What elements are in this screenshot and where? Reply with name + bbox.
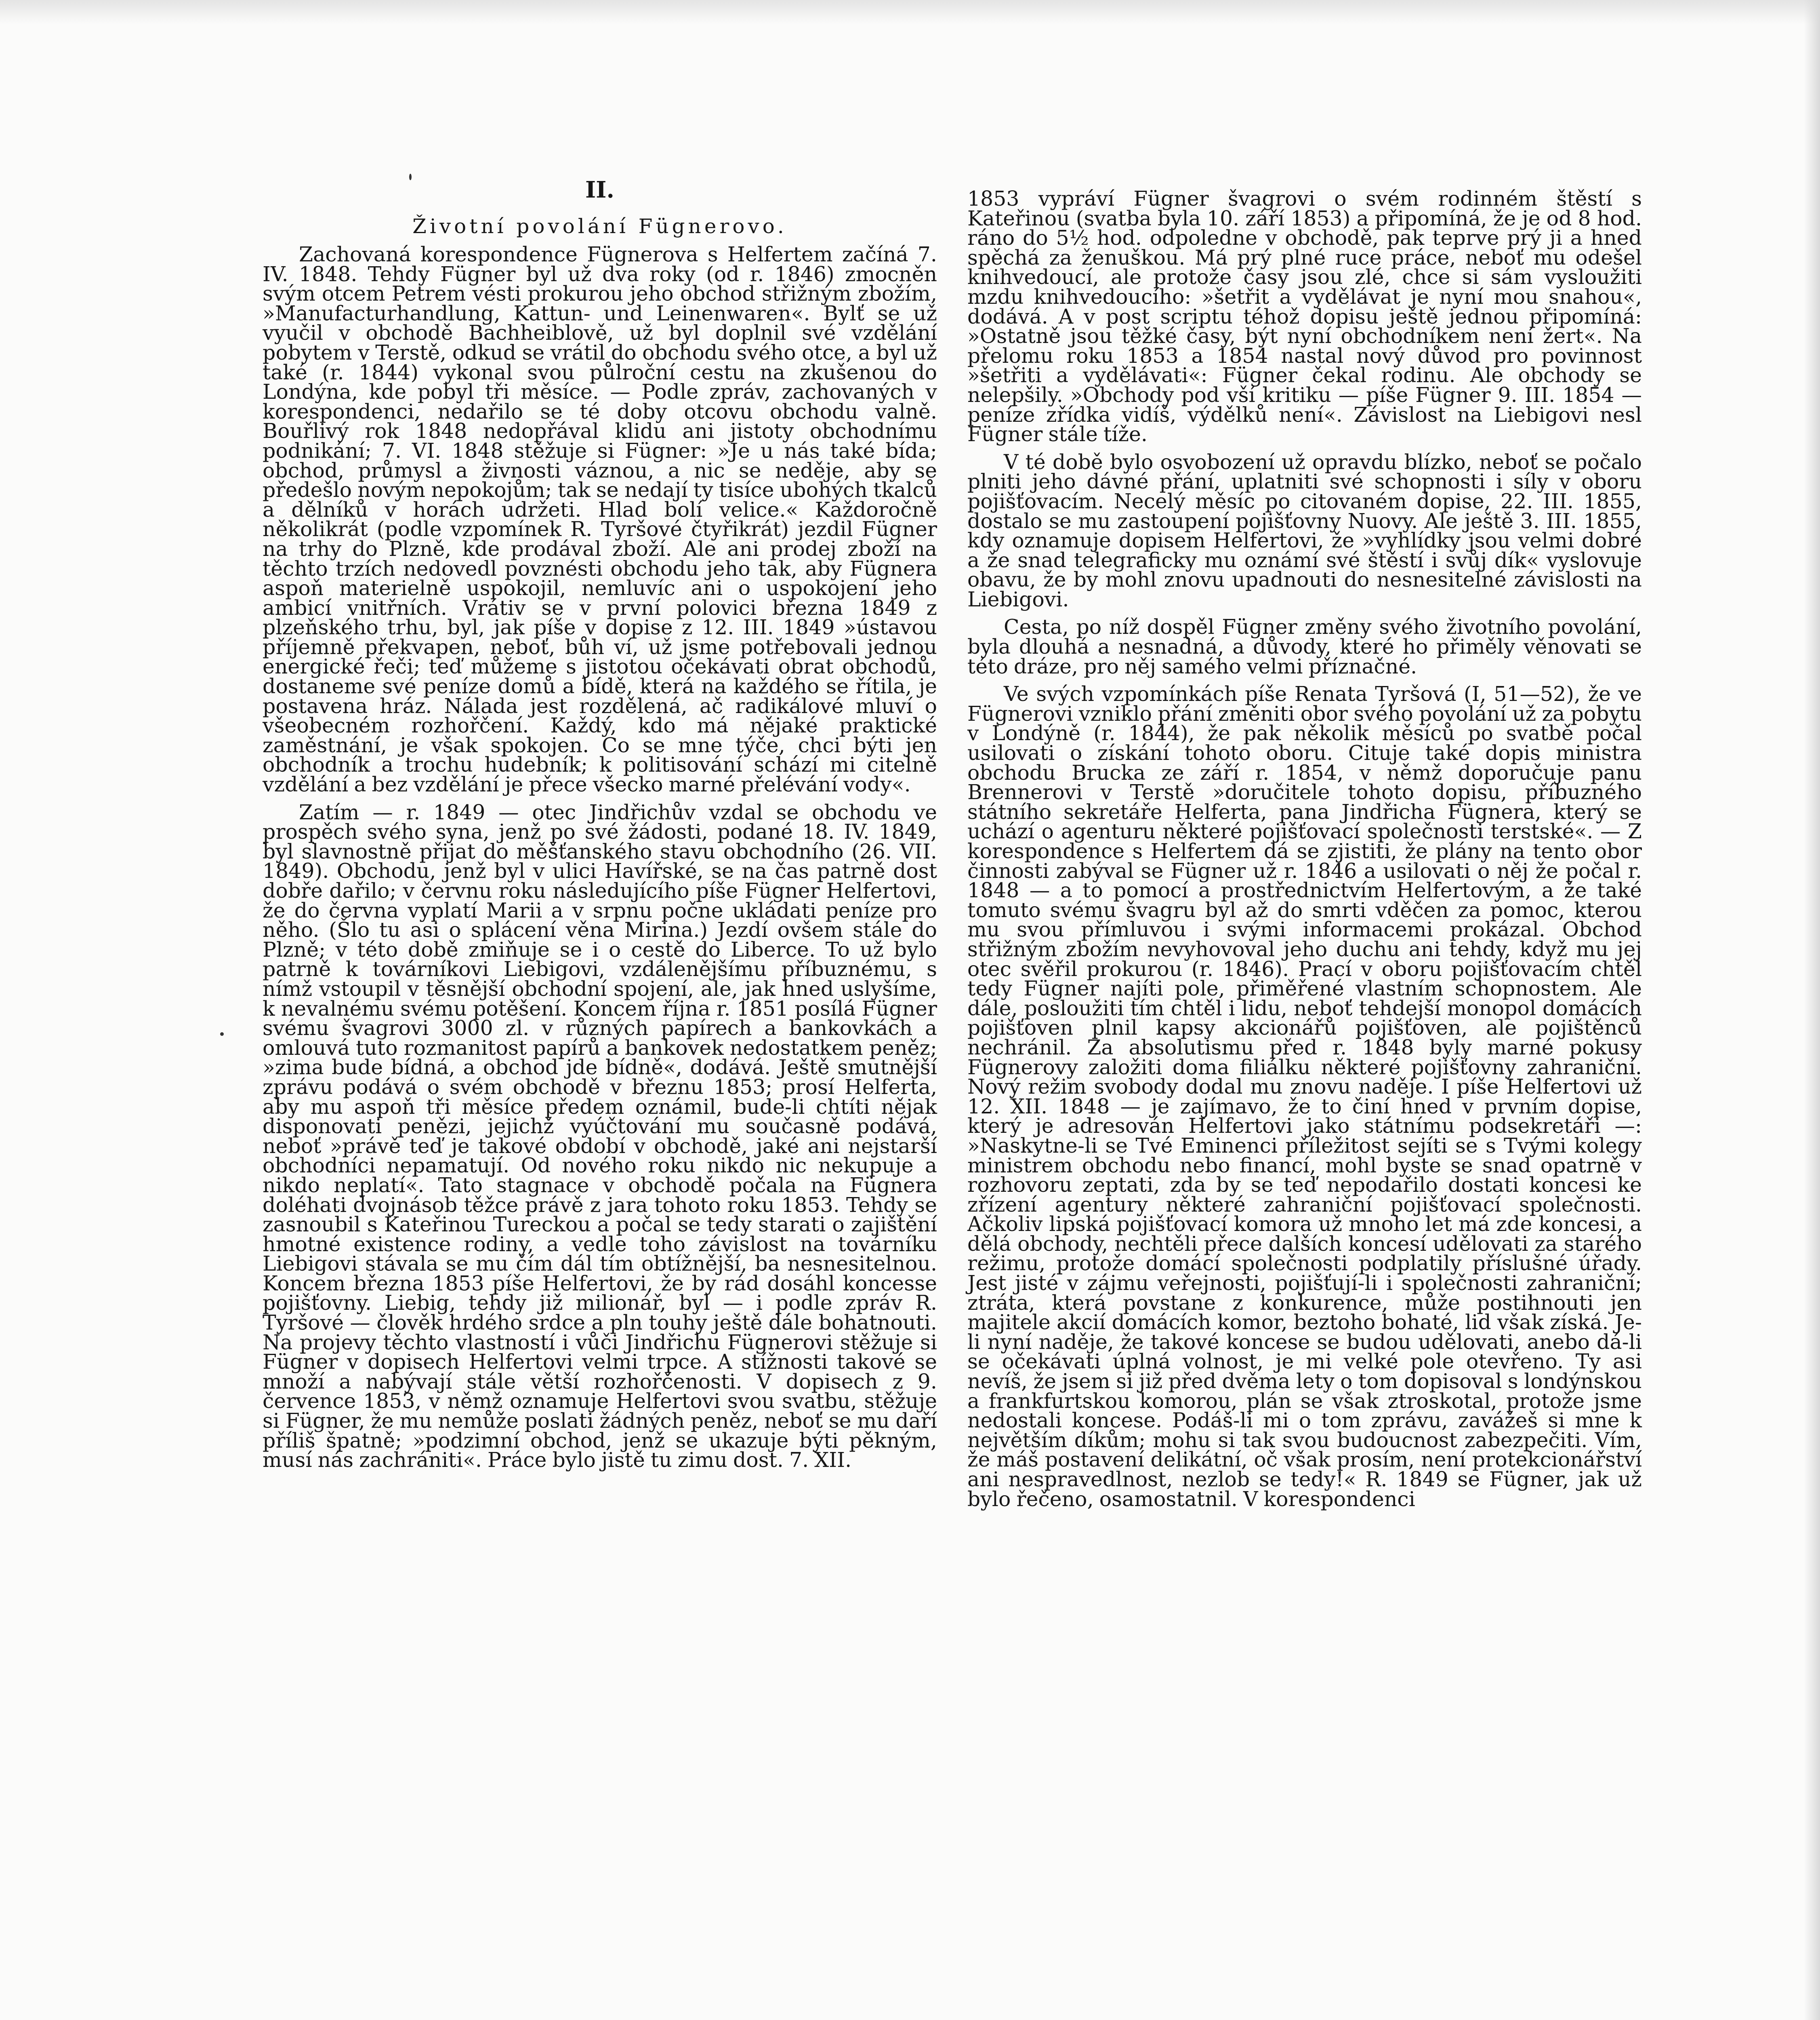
paragraph: Cesta, po níž dospěl Fügner změny svého životního povolání, byla dlouhá a nesnadná, a důvody, které ho přiměly věnovati se této dráze, pro něj samého velmi příznačné. [967,615,1642,678]
left-column [263,178,937,1470]
chapter-title: Životní povolání Fügnerovo. [412,215,787,238]
paragraph: Zatím — r. 1849 — otec Jindřichův vzdal se obchodu ve prospěch svého syna, jenž po své žádosti, podané 18. IV. 1849, byl slavnostně přijat do měšťanského stavu obchodního (26. VII. 1849). Obchodu, jenž byl v ulici Havířské, se na čas patrně dost dobře dařilo; v červnu roku následujícího píše Fügner Helfertovi, že do června vyplatí Marii a v srpnu počne ukládati peníze pro něho. (Šlo tu asi o splácení věna Mirina.) Jezdí ovšem stále do Plzně; v této době zmiňuje se i o cestě do Liberce. To už bylo patrně k továrníkovi Liebigovi, vzdálenějšímu příbuznému, s nímž vstoupil v těsnější obchodní spojení, ale, jak hned uslyšíme, k nevalnému svému potěšení. Koncem října r. 1851 posílá Fügner svému švagrovi 3000 zl. v různých papírech a bankovkách a omlouvá tuto rozmanitost papírů a bankovek nedostatkem peněz; »zima bude bídná, a obchod jde bídně«, dodává. Ještě smutnější zprávu podává o svém obchodě v březnu 1853; prosí Helferta, aby mu aspoň tři měsíce předem oznámil, bude-li chtíti nějak disponovati penězi, jejichž vyúčtování mu současně podává, neboť »právě teď je takové období v obchodě, jaké ani nejstarší obchodníci nepamatují. Od nového roku nikdo nic nekupuje a nikdo neplatí«. Tato stagnace v obchodě počala na Fügnera doléhati dvojnásob těžce právě z jara tohoto roku 1853. Tehdy se zasnoubil s Kateřinou Tureckou a počal se tedy starati o zajištění hmotné existence rodiny, a vedle toho závislost na továrníku Liebigovi stávala se mu čím dál tím obtížnější, ba nesnesitelnou. Koncem března 1853 píše Helfertovi, že by rád dosáhl koncesse pojišťovny. Liebig, tehdy již milionář, byl — i podle zpráv R. Tyršové — člověk hrdého srdce a pln touhy ještě dále bohatnouti. Na projevy těchto vlastností i vůči Jindřichu Fügnerovi stěžuje si Fügner v dopisech Helfertovi velmi trpce. A stížnosti takové se množí a nabývají stále větší rozhořčenosti. V dopisech z 9. července 1853, v němž oznamuje Helfertovi svou svatbu, stěžuje si Fügner, že mu nemůže poslati žádných peněz, neboť se mu daří příliš špatně; »podzimní obchod, jenž se ukazuje býti pěkným, musí nás zachrániti«. Práce bylo jistě tu zimu dost. 7. XII. [263,800,937,1472]
paragraph: Ve svých vzpomínkách píše Renata Tyršová (I, 51—52), že ve Fügnerovi vzniklo přání změniti obor svého povolání už za pobytu v Londýně (r. 1844), že pak několik měsíců po svatbě počal usilovati o získání tohoto oboru. Cituje také dopis ministra obchodu Brucka ze září r. 1854, v němž doporučuje panu Brennerovi v Terstě »doručitele tohoto dopisu, příbuzného státního sekretáře Helferta, pana Jindřicha Fügnera, který se uchází o agenturu některé pojišťovací společnosti terstské«. — Z korespondence s Helfertem dá se zjistiti, že plány na tento obor činnosti zabýval se Fügner už r. 1846 a usilovati o něj že počal r. 1848 — a to pomocí a prostřednictvím Helfertovým, a že také tomuto svému švagru byl až do smrti vděčen za pomoc, kterou mu svou přímluvou i svými informacemi prokázal. Obchod střižným zbožím nevyhovoval jeho duchu ani tehdy, když mu jej otec svěřil prokurou (r. 1846). Prací v oboru pojišťovacím chtěl tedy Fügner najíti pole, přiměřené vlastním schopnostem. Ale dále, posloužiti tím chtěl i lidu, neboť tehdejší monopol domácích pojišťoven plnil kapsy akcionářů pojišťoven, ale pojištěnců nechránil. Za absolutismu před r. 1848 byly marné pokusy Fügnerovy založiti doma filiálku některé pojišťovny zahraniční. Nový režim svobody dodal mu znovu naděje. I píše Helfertovi už 12. XII. 1848 — je zajímavo, že to činí hned v prvním dopise, který je adresován Helfertovi jako státnímu podsekretáři —: »Naskytne-li se Tvé Eminenci příležitost sejíti se s Tvými kolegy ministrem obchodu nebo financí, mohl byste se snad opatrně v rozhovoru zeptati, zda by se teď nepodařilo dostati koncesi ke zřízení agentury některé zahraniční pojišťovací společnosti. Ačkoliv lipská pojišťovací komora už mnoho let má zde koncesi, a dělá obchody, nechtěli přece dalších koncesí udělovati za starého režimu, protože domácí společnosti podplatily příslušné úřady. Jest jisté v zájmu veřejnosti, pojišťují-li i společnosti zahraniční; ztráta, která povstane z konkurence, může postihnouti jen majitele akcií domácích komor, beztoho bohaté, lid však získá. Je-li nyní naděje, že takové koncese se budou udělovati, anebo dá-li se očekávati úplná volnost, je mi velké pole otevřeno. Ty asi nevíš, že jsem si již před dvěma lety o tom dopisoval s londýnskou a frankfurtskou komorou, plán se však ztroskotal, protože jsme nedostali koncese. Podáš-li mi o tom zprávu, zavážeš si mne k největším díkům; mohu si tak svou budoucnost zabezpečiti. Vím, že máš postavení delikátní, oč však prosím, není protekcionářství ani nespravedlnost, nezlob se tedy!« R. 1849 se Fügner, jak už bylo řečeno, osamostatnil. V korespondenci [967,682,1642,1511]
chapter-number: II. [585,177,614,203]
paragraph: 1853 vypráví Fügner švagrovi o svém rodinném štěstí s Kateřinou (svatba byla 10. září 1853) a připomíná, že je od 8 hod. ráno do 5½ hod. odpoledne v obchodě, pak teprve prý ji a hned spěchá za ženuškou. Má prý plné ruce práce, neboť mu odešel knihvedoucí, ale protože časy jsou zlé, chce si sám vysloužiti mzdu knihvedoucího: »šetřit a vydělávat je nyní mou snahou«, dodává. A v post scriptu téhož dopisu ještě jednou připomíná: »Ostatně jsou těžké časy, být nyní obchodníkem není žert«. Na přelomu roku 1853 a 1854 nastal nový důvod pro povinnost »šetřiti a vydělávati«: Fügner čekal rodinu. Ale obchody se nelepšily. »Obchody pod vší kritiku — píše Fügner 9. III. 1854 — peníze zřídka vidíš, výdělků není«. Závislost na Liebigovi nesl Fügner stále tíže. [967,187,1642,446]
paragraph: Zachovaná korespondence Fügnerova s Helfertem začíná 7. IV. 1848. Tehdy Fügner byl už dva roky (od r. 1846) zmocněn svým otcem Petrem vésti prokurou jeho obchod střižným zbožím, »Manufacturhandlung, Kattun- und Leinenwaren«. Bylť se už vyučil v obchodě Bachheiblově, už byl doplnil své vzdělání pobytem v Terstě, odkud se vrátil do obchodu svého otce, a byl už také (r. 1844) vykonal svou půlroční cestu na zkušenou do Londýna, kde pobyl tři měsíce. — Podle zpráv, zachovaných v korespondenci, nedařilo se té doby otcovu obchodu valně. Bouřlivý rok 1848 nedopřával klidu ani jistoty obchodnímu podnikání; 7. VI. 1848 stěžuje si Fügner: »Je u nás také bída; obchod, průmysl a živnosti váznou, a nic se neděje, aby se předešlo novým nepokojům; tak se nedají ty tisíce ubohých tkalců a dělníků v horách udržeti. Hlad bolí velice.« Každoročně několikrát (podle vzpomínek R. Tyršové čtyřikrát) jezdil Fügner na trhy do Plzně, kde prodával zboží. Ale ani prodej zboží na těchto trzích nedovedl povznésti obchodu jeho tak, aby Fügnera aspoň materielně uspokojil, nemluvíc ani o uspokojení jeho ambicí vnitřních. Vrátiv se v první polovici března 1849 z plzeňského trhu, byl, jak píše v dopise z 12. III. 1849 »ústavou příjemně překvapen, neboť, bůh ví, už jsme potřebovali jednou energické řeči; teď můžeme s jistotou očekávati obrat obchodů, dostaneme své peníze domů a bídě, která na každého se řítila, je postavena hráz. Nálada jest rozdělená, ač radikálové mluví o všeobecném rozhořčení. Každý, kdo má nějaké praktické zaměstnání, je však spokojen. Co se mne týče, chci býti jen obchodník a trochu hudebník; k politisování schází mi citelně vzdělání a bez vzdělání je přece všecko marné přelévání vody«. [263,242,937,797]
scan-shadow-right [1804,0,1820,2020]
right-column [967,189,1642,1509]
paragraph: V té době bylo osvobození už opravdu blízko, neboť se počalo plniti jeho dávné přání, uplatniti své schopnosti i síly v oboru pojišťovacím. Necelý měsíc po citovaném dopise, 22. III. 1855, dostalo se mu zastoupení pojišťovny Nuovy. Ale ještě 3. III. 1855, kdy oznamuje dopisem Helfertovi, že »vyhlídky jsou velmi dobré a že snad telegraficky mu oznámí své štěstí i svůj dík« vyslovuje obavu, že by mohl znovu upadnouti do nesnesitelné závislosti na Liebigovi. [967,450,1642,611]
scan-shadow-top [0,0,1820,24]
